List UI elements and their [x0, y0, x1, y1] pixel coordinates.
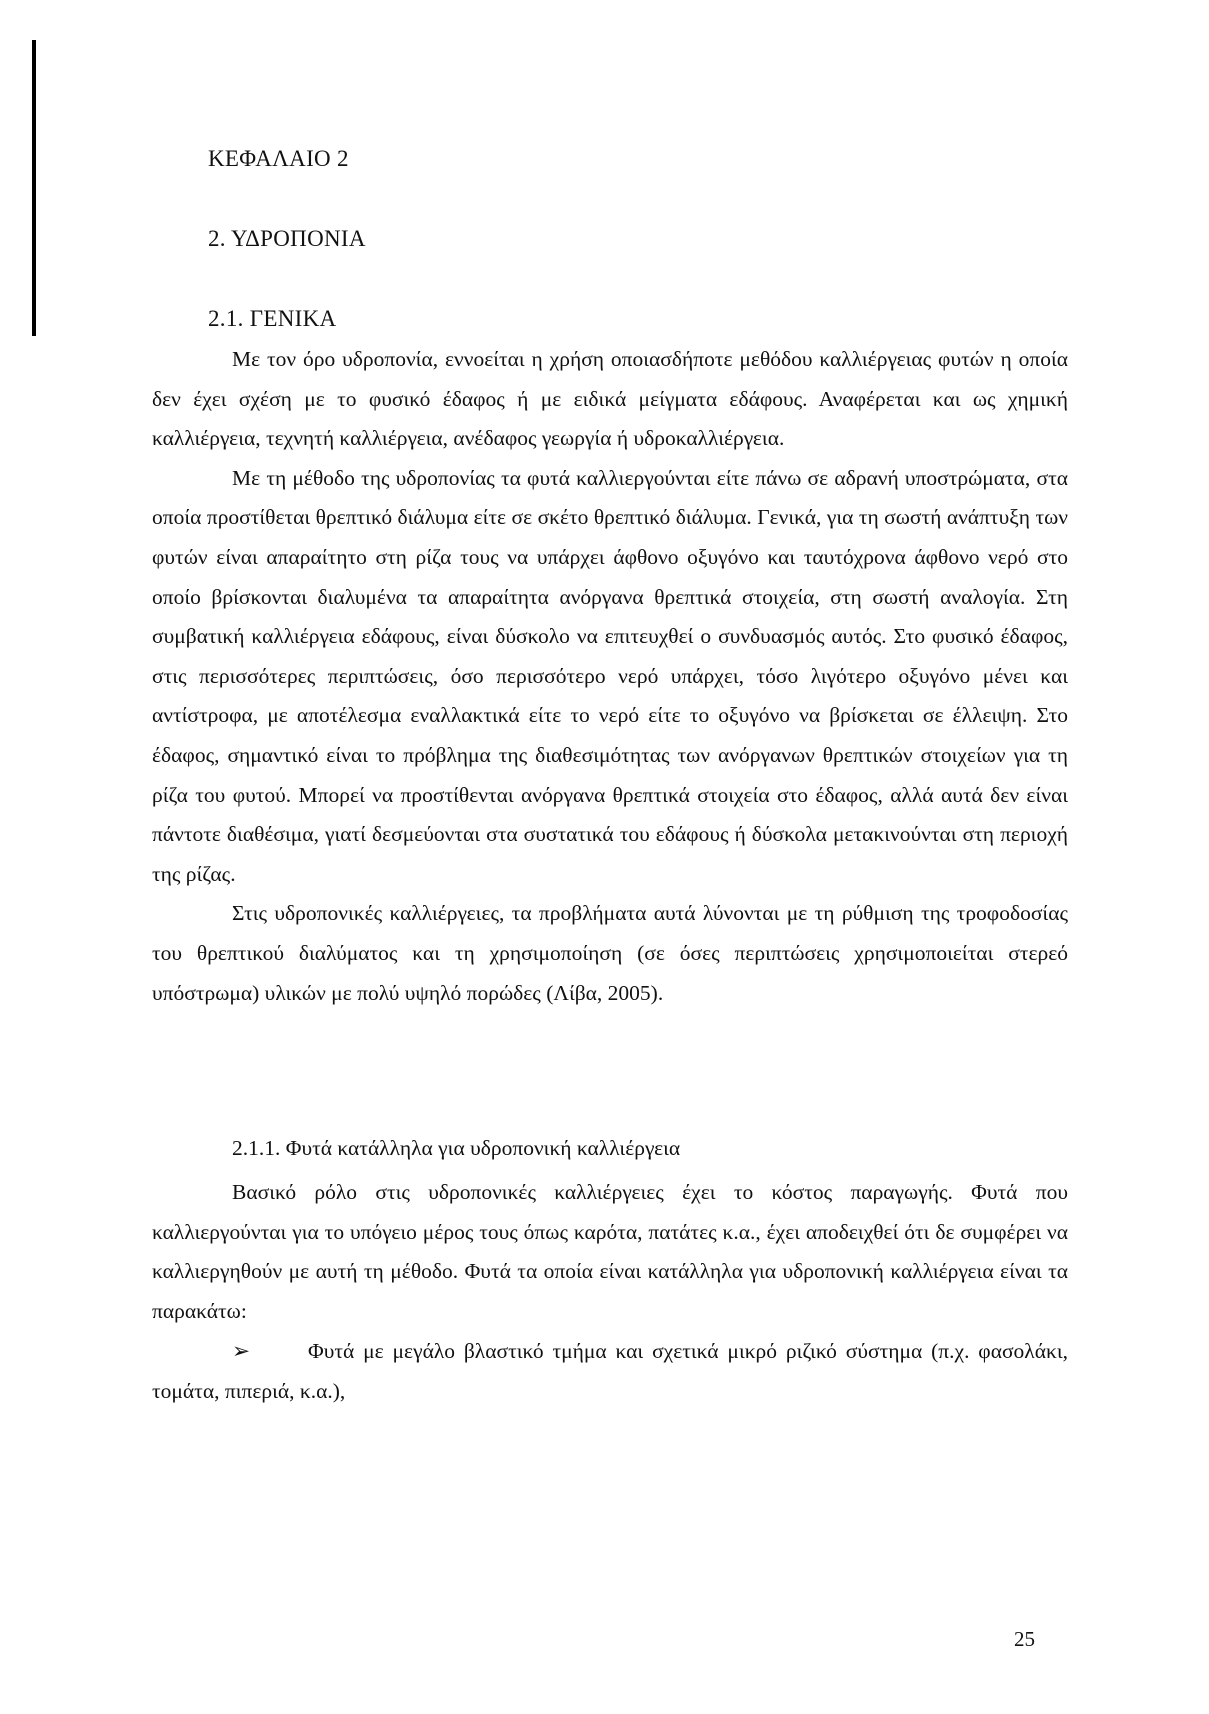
scan-margin-bar: [32, 40, 36, 336]
arrow-bullet-icon: ➢: [232, 1339, 251, 1363]
subsubsection-body: [152, 1173, 1068, 1331]
subsubsection-title: 2.1.1. Φυτά κατάλληλα για υδροπονική καλλιέργεια: [232, 1136, 681, 1160]
subsection-body: [152, 340, 1068, 1013]
paragraph-solutions: Στις υδροπονικές καλλιέργειες, τα προβλήματα αυτά λύνονται με τη ρύθμιση της τροφοδοσίας του θρεπτικού διαλύματος και τη χρησιμοποίηση (σε όσες περιπτώσεις χρησιμοποιείται στερεό υπόστρωμα) υλικών με πολύ υψηλό πορώδες (Λίβα, 2005).: [152, 901, 1068, 1005]
list-item-text: Φυτά με μεγάλο βλαστικό τμήμα και σχετικά μικρό ριζικό σύστημα (π.χ. φασολάκι, τομάτα, πιπεριά, κ.α.),: [152, 1339, 1068, 1403]
section-title: 2. ΥΔΡΟΠΟΝΙΑ: [208, 226, 366, 251]
paragraph-method: Με τη μέθοδο της υδροπονίας τα φυτά καλλιεργούνται είτε πάνω σε αδρανή υποστρώματα, στα οποία προστίθεται θρεπτικό διάλυμα είτε σε σκέτο θρεπτικό διάλυμα. Γενικά, για τη σωστή ανάπτυξη των φυτών είναι απαραίτητο στη ρίζα τους να υπάρχει άφθονο οξυγόνο και ταυτόχρονα άφθονο νερό στο οποίο βρίσκονται διαλυμένα τα απαραίτητα ανόργανα θρεπτικά στοιχεία, στη σωστή αναλογία. Στη συμβατική καλλιέργεια εδάφους, είναι δύσκολο να επιτευχθεί ο συνδυασμός αυτός. Στο φυσικό έδαφος, στις περισσότερες περιπτώσεις, όσο περισσότερο νερό υπάρχει, τόσο λιγότερο οξυγόνο μένει και αντίστροφα, με αποτέλεσμα εναλλακτικά είτε το νερό είτε το οξυγόνο να βρίσκεται σε έλλειψη. Στο έδαφος, σημαντικό είναι το πρόβλημα της διαθεσιμότητας των ανόργανων θρεπτικών στοιχείων για τη ρίζα του φυτού. Μπορεί να προστίθενται ανόργανα θρεπτικά στοιχεία στο έδαφος, αλλά αυτά δεν είναι πάντοτε διαθέσιμα, γιατί δεσμεύονται στα συστατικά του εδάφους ή δύσκολα μετακινούνται στη περιοχή της ρίζας.: [152, 465, 1068, 886]
list-item: [152, 1332, 1068, 1411]
page-number: 25: [1014, 1627, 1035, 1651]
paragraph-definition: Με τον όρο υδροπονία, εννοείται η χρήση οποιασδήποτε μεθόδου καλλιέργειας φυτών η οποία δεν έχει σχέση με το φυσικό έδαφος ή με ειδικά μείγματα εδάφους. Αναφέρεται και ως χημική καλλιέργεια, τεχνητή καλλιέργεια, ανέδαφος γεωργία ή υδροκαλλιέργεια.: [152, 347, 1068, 451]
chapter-label: ΚΕΦΑΛΑΙΟ 2: [208, 146, 349, 171]
paragraph-cost: Βασικό ρόλο στις υδροπονικές καλλιέργειες έχει το κόστος παραγωγής. Φυτά που καλλιεργούνται για το υπόγειο μέρος τους όπως καρότα, πατάτες κ.α., έχει αποδειχθεί ότι δε συμφέρει να καλλιεργηθούν με αυτή τη μέθοδο. Φυτά τα οποία είναι κατάλληλα για υδροπονική καλλιέργεια είναι τα παρακάτω:: [152, 1180, 1068, 1323]
subsection-title: 2.1. ΓΕΝΙΚΑ: [208, 306, 337, 331]
